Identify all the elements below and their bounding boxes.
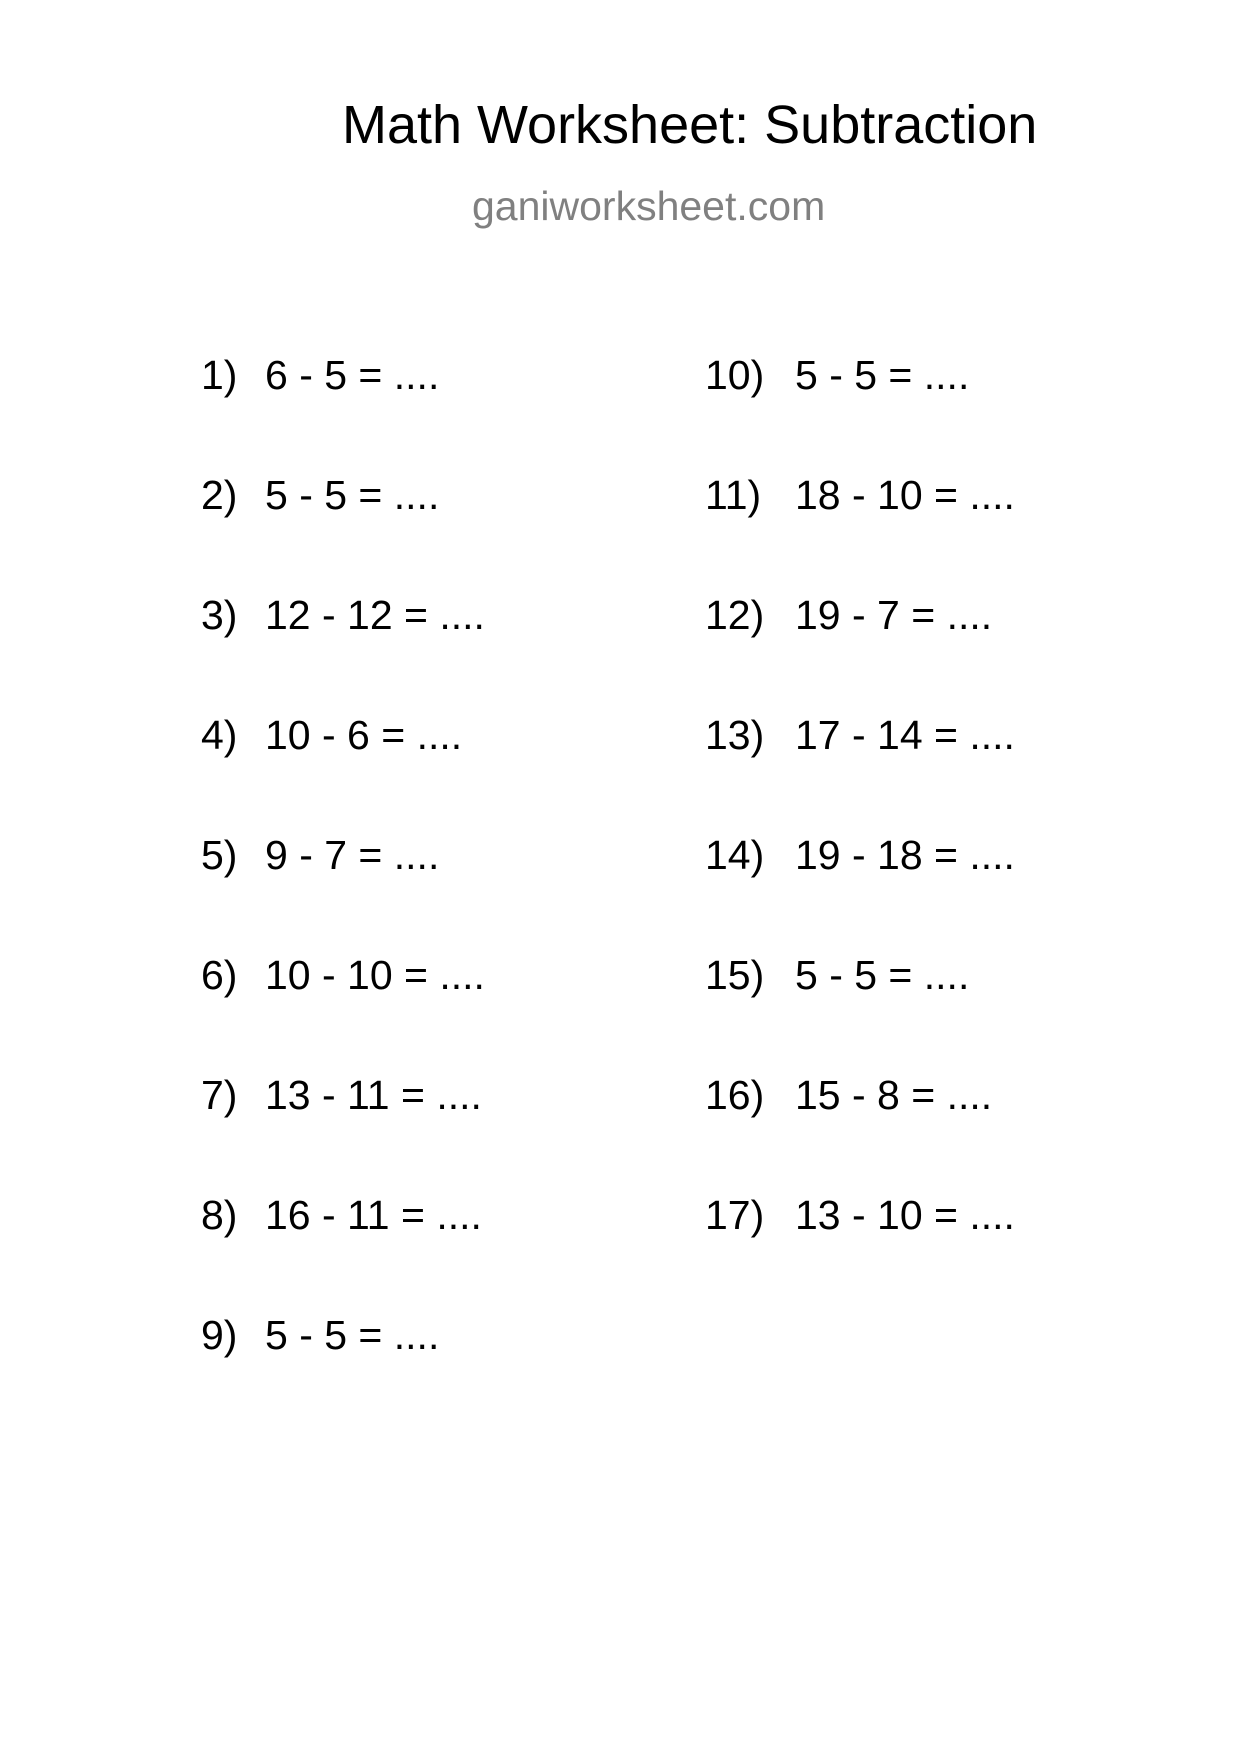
problem-expression: 10 - 10 = ....: [265, 952, 485, 998]
problem-item: [705, 352, 1015, 475]
problem-item: [705, 1072, 1015, 1195]
problem-expression: 5 - 5 = ....: [795, 952, 970, 998]
problem-item: [201, 1312, 485, 1435]
problem-expression: 19 - 7 = ....: [795, 592, 993, 638]
problem-item: [705, 952, 1015, 1075]
problem-number: 2): [201, 472, 238, 518]
problem-expression: 10 - 6 = ....: [265, 712, 463, 758]
website-label: ganiworksheet.com: [472, 183, 826, 229]
problem-number: 10): [705, 352, 765, 398]
problem-item: [705, 832, 1015, 955]
problem-expression: 17 - 14 = ....: [795, 712, 1015, 758]
problem-item: [201, 472, 485, 595]
problem-expression: 9 - 7 = ....: [265, 832, 440, 878]
problem-item: [201, 352, 485, 475]
problem-item: [705, 472, 1015, 595]
problem-number: 17): [705, 1192, 765, 1238]
problems-column-right: [705, 352, 1015, 1315]
problem-item: [705, 592, 1015, 715]
problem-expression: 13 - 11 = ....: [265, 1072, 482, 1118]
problem-expression: 6 - 5 = ....: [265, 352, 440, 398]
problems-column-left: [201, 352, 485, 1435]
problem-number: 12): [705, 592, 765, 638]
problem-expression: 5 - 5 = ....: [265, 472, 440, 518]
problem-item: [705, 712, 1015, 835]
problem-item: [201, 952, 485, 1075]
worksheet-title: Math Worksheet: Subtraction: [342, 95, 1038, 155]
problem-number: 8): [201, 1192, 238, 1238]
problem-number: 3): [201, 592, 238, 638]
problem-item: [201, 1192, 485, 1315]
problem-number: 7): [201, 1072, 238, 1118]
problem-item: [201, 712, 485, 835]
problem-number: 5): [201, 832, 238, 878]
problem-expression: 13 - 10 = ....: [795, 1192, 1015, 1238]
problem-number: 9): [201, 1312, 238, 1358]
problem-number: 1): [201, 352, 238, 398]
problem-number: 11): [705, 472, 762, 518]
problem-number: 16): [705, 1072, 765, 1118]
problem-number: 14): [705, 832, 765, 878]
problem-expression: 12 - 12 = ....: [265, 592, 485, 638]
problem-number: 4): [201, 712, 238, 758]
problem-expression: 16 - 11 = ....: [265, 1192, 482, 1238]
problem-expression: 5 - 5 = ....: [795, 352, 970, 398]
problem-item: [705, 1192, 1015, 1315]
problem-item: [201, 832, 485, 955]
problem-expression: 18 - 10 = ....: [795, 472, 1015, 518]
problem-number: 15): [705, 952, 765, 998]
problem-item: [201, 1072, 485, 1195]
problem-expression: 5 - 5 = ....: [265, 1312, 440, 1358]
problem-item: [201, 592, 485, 715]
problem-number: 13): [705, 712, 765, 758]
problem-expression: 19 - 18 = ....: [795, 832, 1015, 878]
problem-expression: 15 - 8 = ....: [795, 1072, 993, 1118]
problem-number: 6): [201, 952, 238, 998]
